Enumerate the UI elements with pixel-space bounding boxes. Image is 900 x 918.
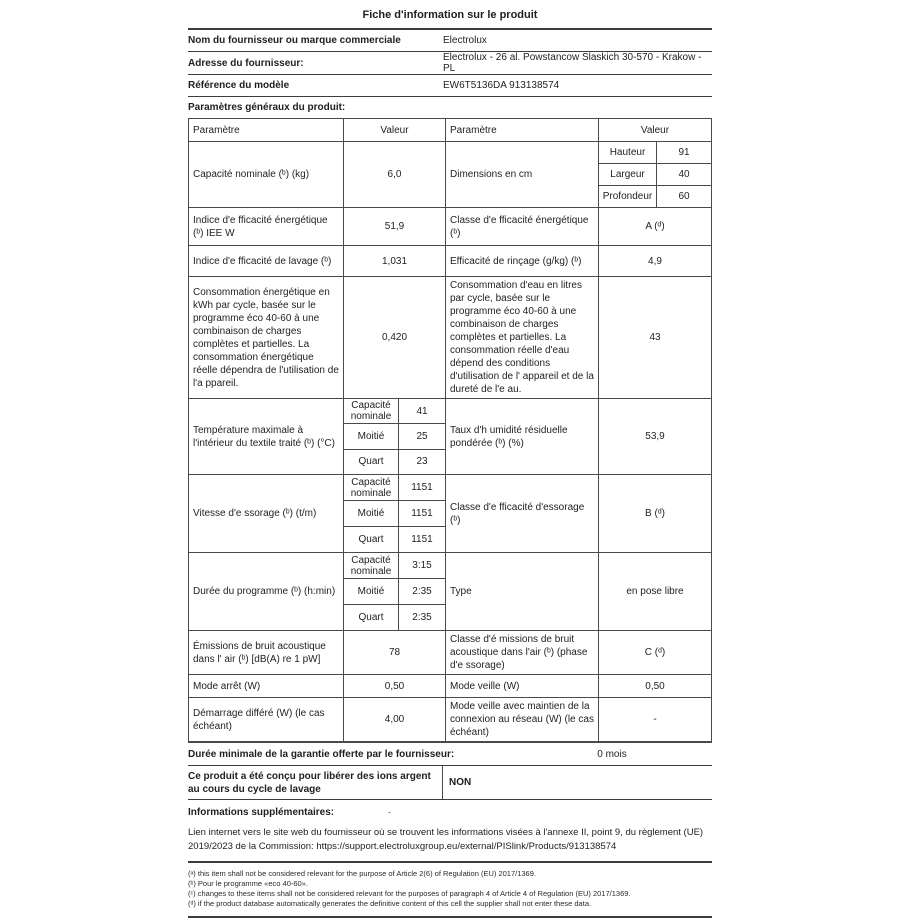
- table-row: [189, 277, 711, 399]
- supplier-address-row: [188, 52, 712, 75]
- load-row: [344, 475, 445, 501]
- silver-ions-label: Ce produit a été conçu pour libérer des ions argent au cours du cycle de lavage: [188, 766, 443, 799]
- table-row: [189, 553, 711, 631]
- load-value: 2:35: [412, 612, 432, 623]
- param-label: Démarrage différé (W) (le cas échéant): [189, 698, 344, 741]
- table-row: [189, 675, 711, 698]
- table-header-row: [189, 119, 711, 142]
- param-value: 53,9: [645, 431, 665, 442]
- table-row: [189, 246, 711, 277]
- load-label: Moitié: [344, 424, 399, 448]
- duration-nested-table: [344, 553, 446, 630]
- param-value: 0,50: [645, 680, 665, 692]
- param-label: Taux d'h umidité résiduelle pondérée (ᵇ) (%): [446, 399, 599, 474]
- dimensions-nested-table: [599, 142, 711, 207]
- load-row: [344, 553, 445, 579]
- load-value: 1151: [411, 534, 433, 545]
- load-label: Capacité nominale: [344, 475, 399, 500]
- spin-speed-nested-table: [344, 475, 446, 552]
- load-value: 23: [416, 456, 428, 468]
- load-value: 3:15: [412, 560, 432, 571]
- supplier-address-label: Adresse du fournisseur:: [188, 57, 304, 69]
- load-value: 25: [416, 430, 428, 442]
- load-row: [344, 424, 445, 449]
- load-label: Moitié: [344, 579, 399, 604]
- param-label: Mode veille avec maintien de la connexion au réseau (W) (le cas échéant): [446, 698, 599, 741]
- table-row: [189, 698, 711, 743]
- footnote-c: (ᶜ) changes to these items shall not be considered relevant for the purposes of paragraph 4 of Article 4 of Regulation (EU) 2017/1369.: [188, 889, 631, 898]
- param-label: Température maximale à l'intérieur du textile traité (ᵇ) (°C): [189, 399, 344, 474]
- footnote-b: (ᵇ) Pour le programme «eco 40-60».: [188, 879, 308, 888]
- footnotes-block: [188, 863, 712, 918]
- param-value: A (ᵈ): [645, 221, 665, 232]
- dimension-value: 40: [678, 169, 690, 180]
- footnote-a: (ᵃ) this item shall not be considered relevant for the purpose of Article 2(6) of Regulation (EU) 2017/1369.: [188, 869, 536, 878]
- load-value: 1151: [411, 508, 433, 519]
- param-value: en pose libre: [626, 586, 684, 597]
- dimension-label: Largeur: [599, 164, 657, 185]
- param-label: Mode veille (W): [446, 675, 599, 697]
- param-label: Consommation énergétique en kWh par cycle, basée sur le programme éco 40-60 à une combinaison de charges complètes et partielles. La consommation énergétique réelle dépendra de l'utilisation de l'a ppareil.: [189, 277, 344, 398]
- product-fiche-document: [188, 6, 712, 918]
- param-value: 4,9: [648, 255, 662, 267]
- load-row: [344, 450, 445, 474]
- warranty-label: Durée minimale de la garantie offerte par le fournisseur:: [188, 748, 455, 760]
- supplier-name-label: Nom du fournisseur ou marque commerciale: [188, 35, 401, 46]
- table-row: [189, 631, 711, 675]
- dimension-value: 91: [678, 147, 690, 158]
- param-value: 6,0: [344, 142, 446, 207]
- load-row: [344, 527, 445, 552]
- param-value: C (ᵈ): [644, 647, 666, 658]
- load-row: [344, 579, 445, 605]
- table-row: [189, 399, 711, 475]
- table-row: [189, 208, 711, 246]
- load-label: Quart: [344, 450, 399, 474]
- model-reference-value: EW6T5136DA 913138574: [443, 80, 560, 91]
- dimension-row: [599, 186, 711, 207]
- dimension-row: [599, 142, 711, 164]
- supplier-address-value: Electrolux - 26 al. Powstancow Slaskich 30-570 - Krakow - PL: [443, 52, 702, 74]
- param-value: 43: [649, 332, 661, 343]
- load-row: [344, 501, 445, 527]
- dimension-label: Profondeur: [599, 186, 657, 207]
- header-parameter-right: Paramètre: [446, 119, 599, 141]
- param-label: Capacité nominale (ᵇ) (kg): [189, 142, 344, 207]
- dimension-label: Hauteur: [599, 142, 657, 163]
- param-label: Durée du programme (ᵇ) (h:min): [189, 553, 344, 630]
- load-label: Quart: [344, 527, 399, 552]
- header-parameter-left: Paramètre: [189, 119, 344, 141]
- header-value-left: Valeur: [344, 119, 446, 141]
- temperature-nested-table: [344, 399, 446, 474]
- supplier-link-text: Lien internet vers le site web du fournisseur où se trouvent les informations visées à l'annexe II, point 9, du règlement (UE) 2019/2023 de la Commission: https://support.electroluxgroup.eu/external/PISlink/Products/913138574: [188, 824, 712, 863]
- dimension-row: [599, 164, 711, 186]
- load-label: Capacité nominale: [344, 553, 399, 578]
- load-value: 41: [416, 405, 428, 417]
- model-reference-row: [188, 75, 712, 97]
- dimension-value: 60: [678, 191, 690, 202]
- section-heading: Paramètres généraux du produit:: [188, 102, 346, 113]
- param-label: Émissions de bruit acoustique dans l' air (ᵇ) [dB(A) re 1 pW]: [189, 631, 344, 674]
- load-label: Moitié: [344, 501, 399, 526]
- silver-ions-row: [188, 766, 712, 800]
- param-value: 51,9: [344, 208, 446, 245]
- silver-ions-value: NON: [449, 777, 472, 788]
- param-label: Vitesse d'e ssorage (ᵇ) (t/m): [189, 475, 344, 552]
- param-label: Classe d'e fficacité énergétique (ᵇ): [446, 208, 599, 245]
- parameters-table: [188, 118, 712, 743]
- param-label: Indice d'e fficacité énergétique (ᵇ) IEE W: [189, 208, 344, 245]
- param-label: Type: [446, 553, 599, 630]
- footnote-d: (ᵈ) if the product database automatically generates the definitive content of this cell the supplier shall not enter these data.: [188, 899, 592, 908]
- param-label: Classe d'é missions de bruit acoustique dans l'air (ᵇ) (phase d'e ssorage): [446, 631, 599, 674]
- table-row: [189, 475, 711, 553]
- param-label: Indice d'e fficacité de lavage (ᵇ): [189, 246, 344, 276]
- load-label: Quart: [344, 605, 399, 630]
- param-value: 1,031: [344, 246, 446, 276]
- supplier-name-value: Electrolux: [443, 35, 487, 46]
- param-value: B (ᵈ): [645, 508, 665, 519]
- load-row: [344, 399, 445, 424]
- table-row: [189, 142, 711, 208]
- param-value: 0,50: [344, 675, 446, 697]
- additional-info-label: Informations supplémentaires:: [188, 806, 335, 818]
- warranty-row: [188, 743, 712, 766]
- load-value: 2:35: [412, 586, 432, 597]
- model-reference-label: Référence du modèle: [188, 80, 290, 91]
- param-label: Efficacité de rinçage (g/kg) (ᵇ): [446, 246, 599, 276]
- header-value-right: Valeur: [640, 124, 670, 136]
- param-value: -: [653, 714, 657, 725]
- param-label: Dimensions en cm: [446, 142, 599, 207]
- param-label: Mode arrêt (W): [189, 675, 344, 697]
- load-label: Capacité nominale: [344, 399, 399, 423]
- param-label: Classe d'e fficacité d'essorage (ᵇ): [446, 475, 599, 552]
- additional-info-row: [188, 800, 712, 824]
- param-value: 78: [344, 631, 446, 674]
- warranty-value: 0 mois: [597, 748, 627, 760]
- param-value: 4,00: [344, 698, 446, 741]
- additional-info-value: -: [388, 807, 391, 817]
- load-row: [344, 605, 445, 630]
- supplier-name-row: [188, 30, 712, 52]
- param-value: 0,420: [344, 277, 446, 398]
- page-title: Fiche d'information sur le produit: [188, 6, 712, 30]
- load-value: 1151: [411, 482, 433, 493]
- param-label: Consommation d'eau en litres par cycle, basée sur le programme éco 40-60 à une combinaison de charges complètes et partielles. La consommation réelle d'eau dépend des conditions d'utilisation de l' appareil et de la dureté de l'e au.: [446, 277, 599, 398]
